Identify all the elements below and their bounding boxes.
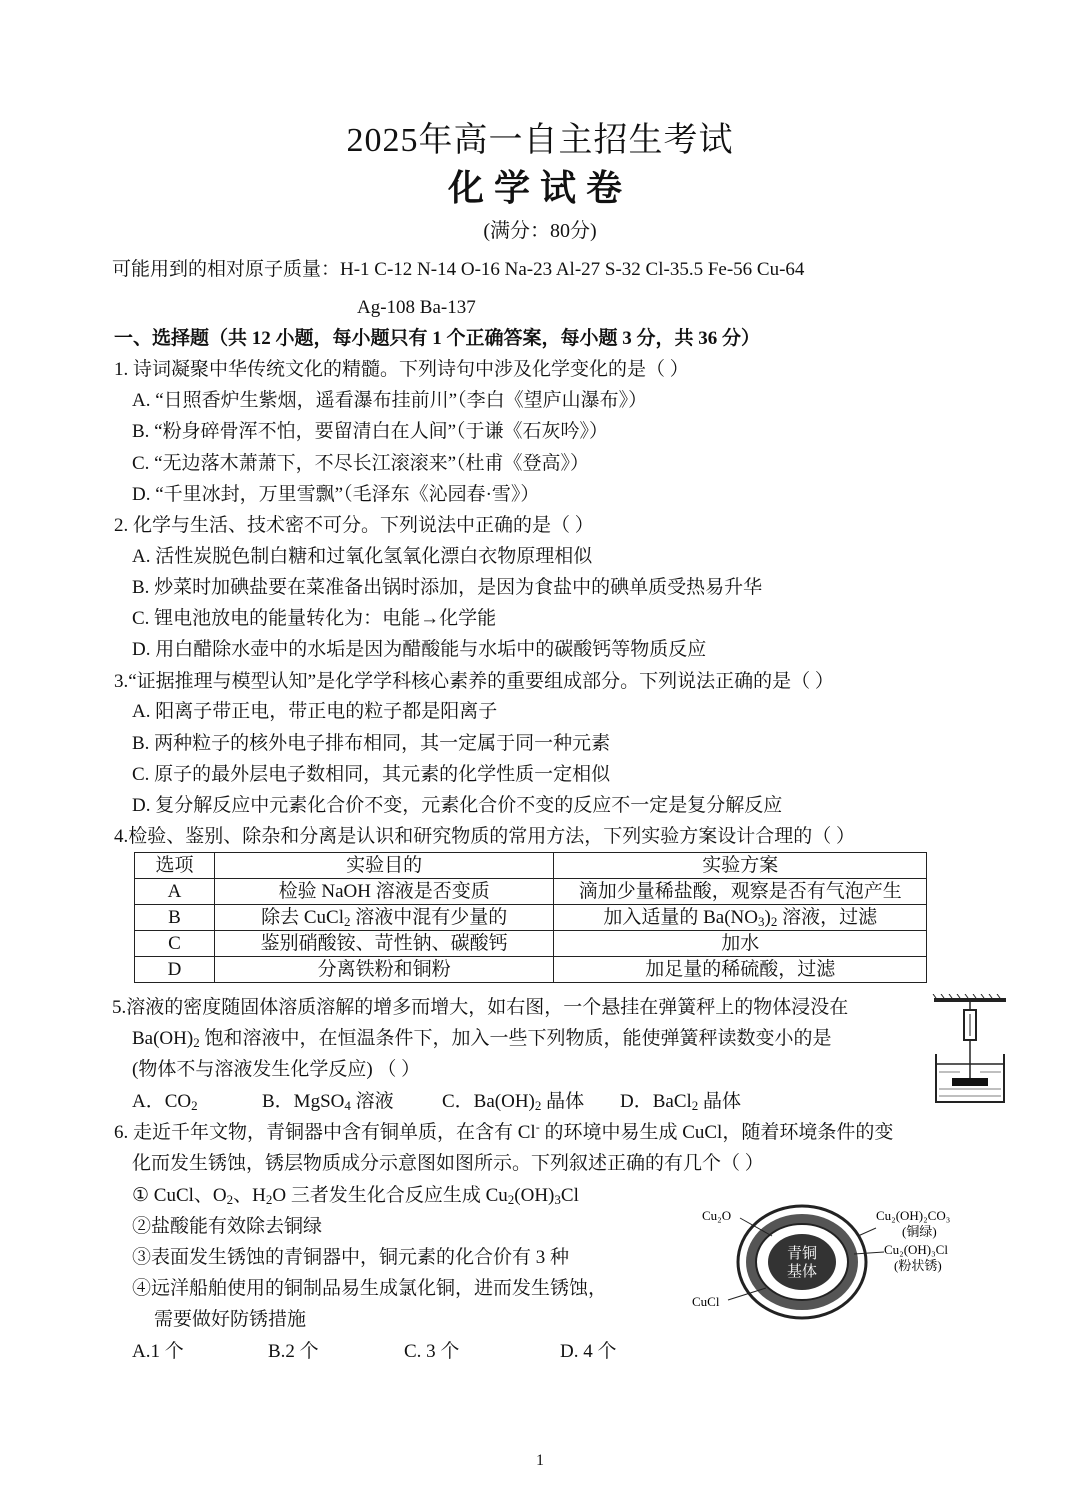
q1-option-a: A. “日照香炉生紫烟，遥看瀑布挂前川”（李白《望庐山瀑布》） xyxy=(132,390,648,411)
atomic-masses-line1: 可能用到的相对原子质量：H-1 C-12 N-14 O-16 Na-23 Al-27 S-32 Cl-35.5 Fe-56 Cu-64 xyxy=(112,259,805,280)
q2-option-b: B. 炒菜时加碘盐要在菜准备出锅时添加，是因为食盐中的碘单质受热易升华 xyxy=(132,577,763,598)
powdery-rust-name: (粉状锈) xyxy=(894,1258,942,1273)
table-header-row xyxy=(135,853,927,879)
q3-option-a: A. 阳离子带正电，带正电的粒子都是阳离子 xyxy=(132,701,498,722)
core-label-2: 基体 xyxy=(786,1264,818,1280)
row-option: D xyxy=(135,957,215,983)
q3-option-d: D. 复分解反应中元素化合价不变，元素化合价不变的反应不一定是复分解反应 xyxy=(132,795,783,816)
spring-scale-beaker-figure xyxy=(930,994,1010,1106)
table-row xyxy=(135,905,927,931)
atomic-masses-line2: Ag-108 Ba-137 xyxy=(357,297,476,318)
q1-option-d: D. “千里冰封，万里雪飘”（毛泽东《沁园春·雪》） xyxy=(132,484,540,505)
cucl-label: CuCl xyxy=(692,1294,720,1309)
rust-layers-diagram xyxy=(690,1200,990,1320)
q1-stem: 1. 诗词凝聚中华传统文化的精髓。下列诗句中涉及化学变化的是（ ） xyxy=(114,359,689,380)
malachite-name: (铜绿) xyxy=(902,1224,937,1239)
powdery-rust-label: Cu₂(OH)₃Cl xyxy=(884,1242,948,1257)
malachite-label: Cu₂(OH)₂CO₃ xyxy=(876,1208,951,1223)
row-option: C xyxy=(135,931,215,957)
q3-option-c: C. 原子的最外层电子数相同，其元素的化学性质一定相似 xyxy=(132,764,611,785)
row-plan: 加水 xyxy=(554,931,927,957)
q6-stem-line1: 6. 走近千年文物，青铜器中含有铜单质，在含有 Cl- 的环境中易生成 CuCl，随着环境条件的变 xyxy=(114,1120,894,1143)
table-row xyxy=(135,957,927,983)
row-option: B xyxy=(135,905,215,931)
q5-option-a: A．$CO_2$ xyxy=(132,1091,198,1113)
q2-option-d: D. 用白醋除水壶中的水垢是因为醋酸能与水垢中的碳酸钙等物质反应 xyxy=(132,639,707,660)
row-option: A xyxy=(135,879,215,905)
q5-stem-line1: 5.溶液的密度随固体溶质溶解的增多而增大，如右图，一个悬挂在弹簧秤上的物体浸没在 xyxy=(112,997,849,1018)
q6-statement-4-cont: 需要做好防锈措施 xyxy=(154,1309,307,1330)
row-goal: 除去 CuCl$_2$ 溶液中混有少量的 xyxy=(214,905,554,931)
q6-statement-2: ②盐酸能有效除去铜绿 xyxy=(132,1216,323,1237)
q5-stem-line3: (物体不与溶液发生化学反应) （ ） xyxy=(132,1059,421,1080)
header-option: 选项 xyxy=(135,853,215,879)
row-goal: 检验 NaOH 溶液是否变质 xyxy=(214,879,554,905)
row-plan: 加足量的稀硫酸，过滤 xyxy=(554,957,927,983)
header-goal: 实验目的 xyxy=(214,853,554,879)
cu2o-label: Cu₂O xyxy=(702,1208,732,1223)
header-plan: 实验方案 xyxy=(554,853,927,879)
q5-option-b: B．MgSO$_4$ 溶液 xyxy=(262,1091,394,1113)
q6-statement-3: ③表面发生锈蚀的青铜器中，铜元素的化合价有 3 种 xyxy=(132,1247,570,1268)
immersed-object xyxy=(952,1078,988,1086)
q5-option-c: C．$Ba(OH)_2$ 晶体 xyxy=(442,1091,585,1113)
q2-option-c: C. 锂电池放电的能量转化为：电能→化学能 xyxy=(132,608,497,629)
row-plan: 滴加少量稀盐酸，观察是否有气泡产生 xyxy=(554,879,927,905)
q4-table xyxy=(134,852,927,983)
exam-title: 2025年高一自主招生考试 xyxy=(346,122,734,159)
q6-statement-1: ① CuCl、$O_2$、$H_2O$ 三者发生化合反应生成 $Cu_2(OH)_3Cl$ xyxy=(132,1185,579,1207)
q3-option-b: B. 两种粒子的核外电子排布相同，其一定属于同一种元素 xyxy=(132,733,611,754)
core-label-1: 青铜 xyxy=(786,1246,818,1262)
full-score: (满分：80分) xyxy=(483,220,597,242)
row-goal: 分离铁粉和铜粉 xyxy=(214,957,554,983)
section-heading: 一、选择题（共 12 小题，每小题只有 1 个正确答案，每小题 3 分，共 36 分） xyxy=(114,328,761,349)
q2-stem: 2. 化学与生活、技术密不可分。下列说法中正确的是（ ） xyxy=(114,515,594,536)
table-row xyxy=(135,931,927,957)
subject-title: 化学试卷 xyxy=(447,168,632,208)
q6-option-d: D. 4 个 xyxy=(560,1341,617,1362)
q4-stem: 4.检验、鉴别、除杂和分离是认识和研究物质的常用方法，下列实验方案设计合理的（ ） xyxy=(114,826,856,847)
q5-option-d: D．BaCl$_2$ 晶体 xyxy=(620,1091,742,1113)
q6-statement-4: ④远洋船舶使用的铜制品易生成氯化铜，进而发生锈蚀， xyxy=(132,1278,608,1299)
q5-stem-line2: $Ba(OH)_2$ 饱和溶液中，在恒温条件下，加入一些下列物质，能使弹簧秤读数变小的是 xyxy=(132,1028,832,1050)
q3-stem: 3.“证据推理与模型认知”是化学学科核心素养的重要组成部分。下列说法正确的是（ ） xyxy=(114,671,834,692)
q6-option-b: B.2 个 xyxy=(268,1341,319,1362)
q2-option-a: A. 活性炭脱色制白糖和过氧化氢氧化漂白衣物原理相似 xyxy=(132,546,593,567)
q6-option-c: C. 3 个 xyxy=(404,1341,460,1362)
bronze-core xyxy=(768,1234,836,1290)
q6-option-a: A.1 个 xyxy=(132,1341,184,1362)
hatch-marks xyxy=(933,994,1000,998)
page-number: 1 xyxy=(536,1452,544,1469)
support-bar xyxy=(934,998,1006,1002)
q1-option-b: B. “粉身碎骨浑不怕，要留清白在人间”（于谦《石灰吟》） xyxy=(132,421,609,442)
table-row xyxy=(135,879,927,905)
row-goal: 鉴别硝酸铵、苛性钠、碳酸钙 xyxy=(214,931,554,957)
row-plan: 加入适量的 $Ba(NO_3)_2$ 溶液，过滤 xyxy=(554,905,927,931)
q6-stem-line2: 化而发生锈蚀，锈层物质成分示意图如图所示。下列叙述正确的有几个（ ） xyxy=(132,1153,764,1174)
q1-option-c: C. “无边落木萧萧下，不尽长江滚滚来”（杜甫《登高》） xyxy=(132,453,590,474)
